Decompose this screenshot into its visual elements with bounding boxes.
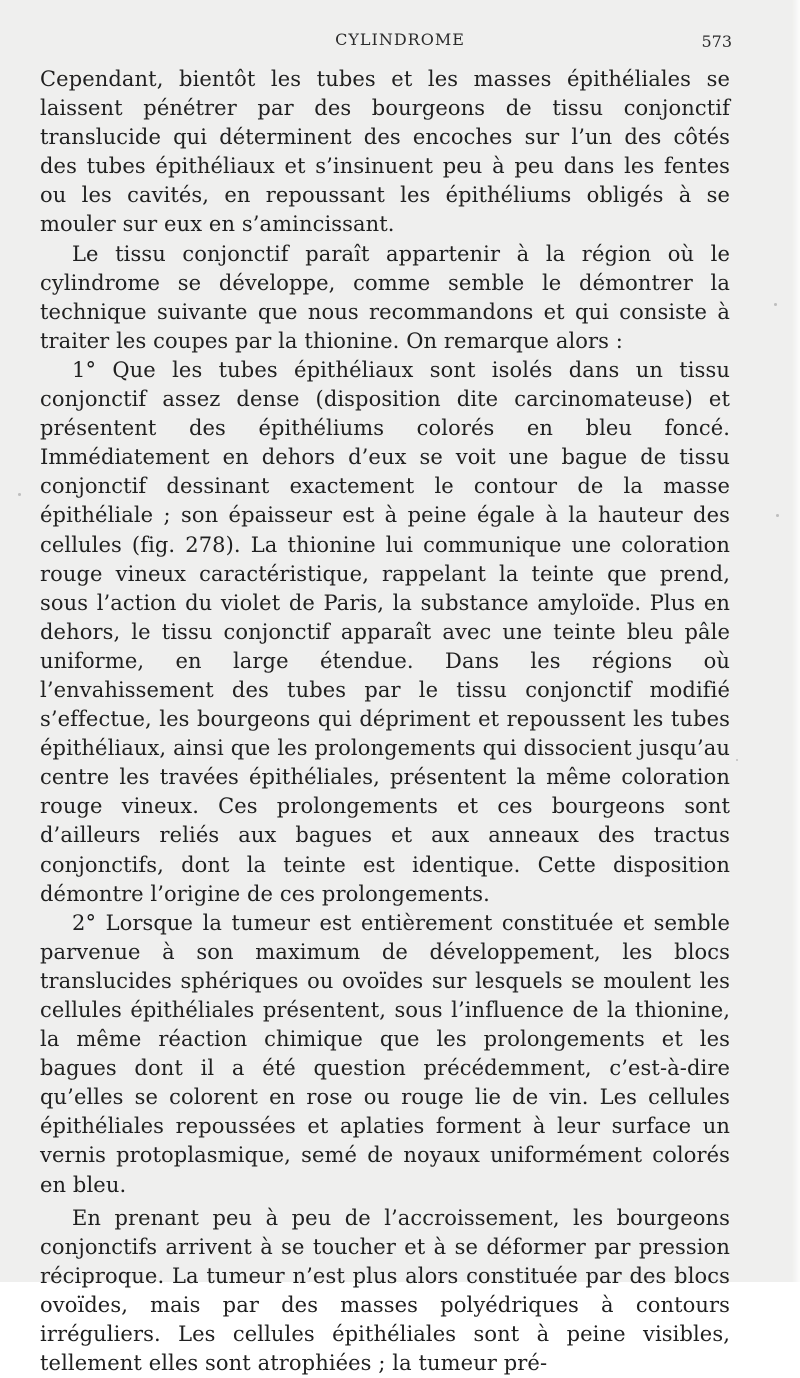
page-edge: [792, 0, 800, 1282]
paragraph-4: 2° Lorsque la tumeur est entièrement constituée et semble parvenue à son maximum de développement, les blocs translucides sphériques ou ovoïdes sur lesquels se moulent les cellules épithéliales présentent, sous l’influence de la thionine, la même réaction chimique que les prolongements et les bagues dont il a été question précédemment, c’est-à-dire qu’elles se colorent en rose ou rouge lie de vin. Les cellules épithéliales repoussées et aplaties forment à leur surface un vernis protoplasmique, semé de noyaux uniformément colorés en bleu.: [40, 910, 730, 1197]
paragraph-1: Cependant, bientôt les tubes et les masses épithéliales se laissent pénétrer par des bourgeons de tissu conjonctif translucide qui déterminent des encoches sur l’un des côtés des tubes épithéliaux et s’insinuent peu à peu dans les fentes ou les cavités, en repoussant les épithéliums obligés à se mouler sur eux en s’amincissant.: [40, 67, 730, 237]
paragraph-3: 1° Que les tubes épithéliaux sont isolés dans un tissu conjonctif assez dense (disposition dite carcinomateuse) et présentent des épithéliums colorés en bleu foncé. Immédiatement en dehors d’eux se voit une bague de tissu conjonctif dessinant exactement le contour de la masse épithéliale ; son épaisseur est à peine égale à la hauteur des cellules (fig. 278). La thionine lui communique une coloration rouge vineux caractéristique, rappelant la teinte que prend, sous l’action du violet de Paris, la substance amyloïde. Plus en dehors, le tissu conjonctif apparaît avec une teinte bleu pâle uniforme, en large étendue. Dans les régions où l’envahissement des tubes par le tissu conjonctif modifié s’effectue, les bourgeons qui dépriment et repoussent les tubes épithéliaux, ainsi que les prolongements qui dissocient jusqu’au centre les travées épithéliales, présentent la même coloration rouge vineux. Ces prolongements et ces bourgeons sont d’ailleurs reliés aux bagues et aux anneaux des tractus conjonctifs, dont la teinte est identique. Cette disposition démontre l’origine de ces prolongements.: [40, 357, 730, 906]
paper-speck: [776, 514, 779, 517]
paragraph-5: En prenant peu à peu de l’accroissement, les bourgeons conjonctifs arrivent à se toucher et à se déformer par pression réciproque. La tumeur n’est plus alors constituée par des blocs ovoïdes, mais par des masses polyédriques à contours irréguliers. Les cellules épithéliales sont à peine visibles, tellement elles sont atrophiées ; la tumeur pré-: [40, 1205, 730, 1376]
page-number: 573: [701, 32, 732, 51]
paper-speck: [18, 493, 21, 496]
paragraph-2: Le tissu conjonctif paraît appartenir à la région où le cylindrome se développe, comme semble le démontrer la technique suivante que nous recommandons et qui consiste à traiter les coupes par la thionine. On remarque alors :: [40, 241, 730, 353]
paper-speck: [774, 303, 777, 306]
running-title: CYLINDROME: [335, 30, 465, 49]
body-text: [40, 65, 730, 1378]
running-head: [0, 30, 800, 56]
paper-speck: [736, 759, 738, 761]
